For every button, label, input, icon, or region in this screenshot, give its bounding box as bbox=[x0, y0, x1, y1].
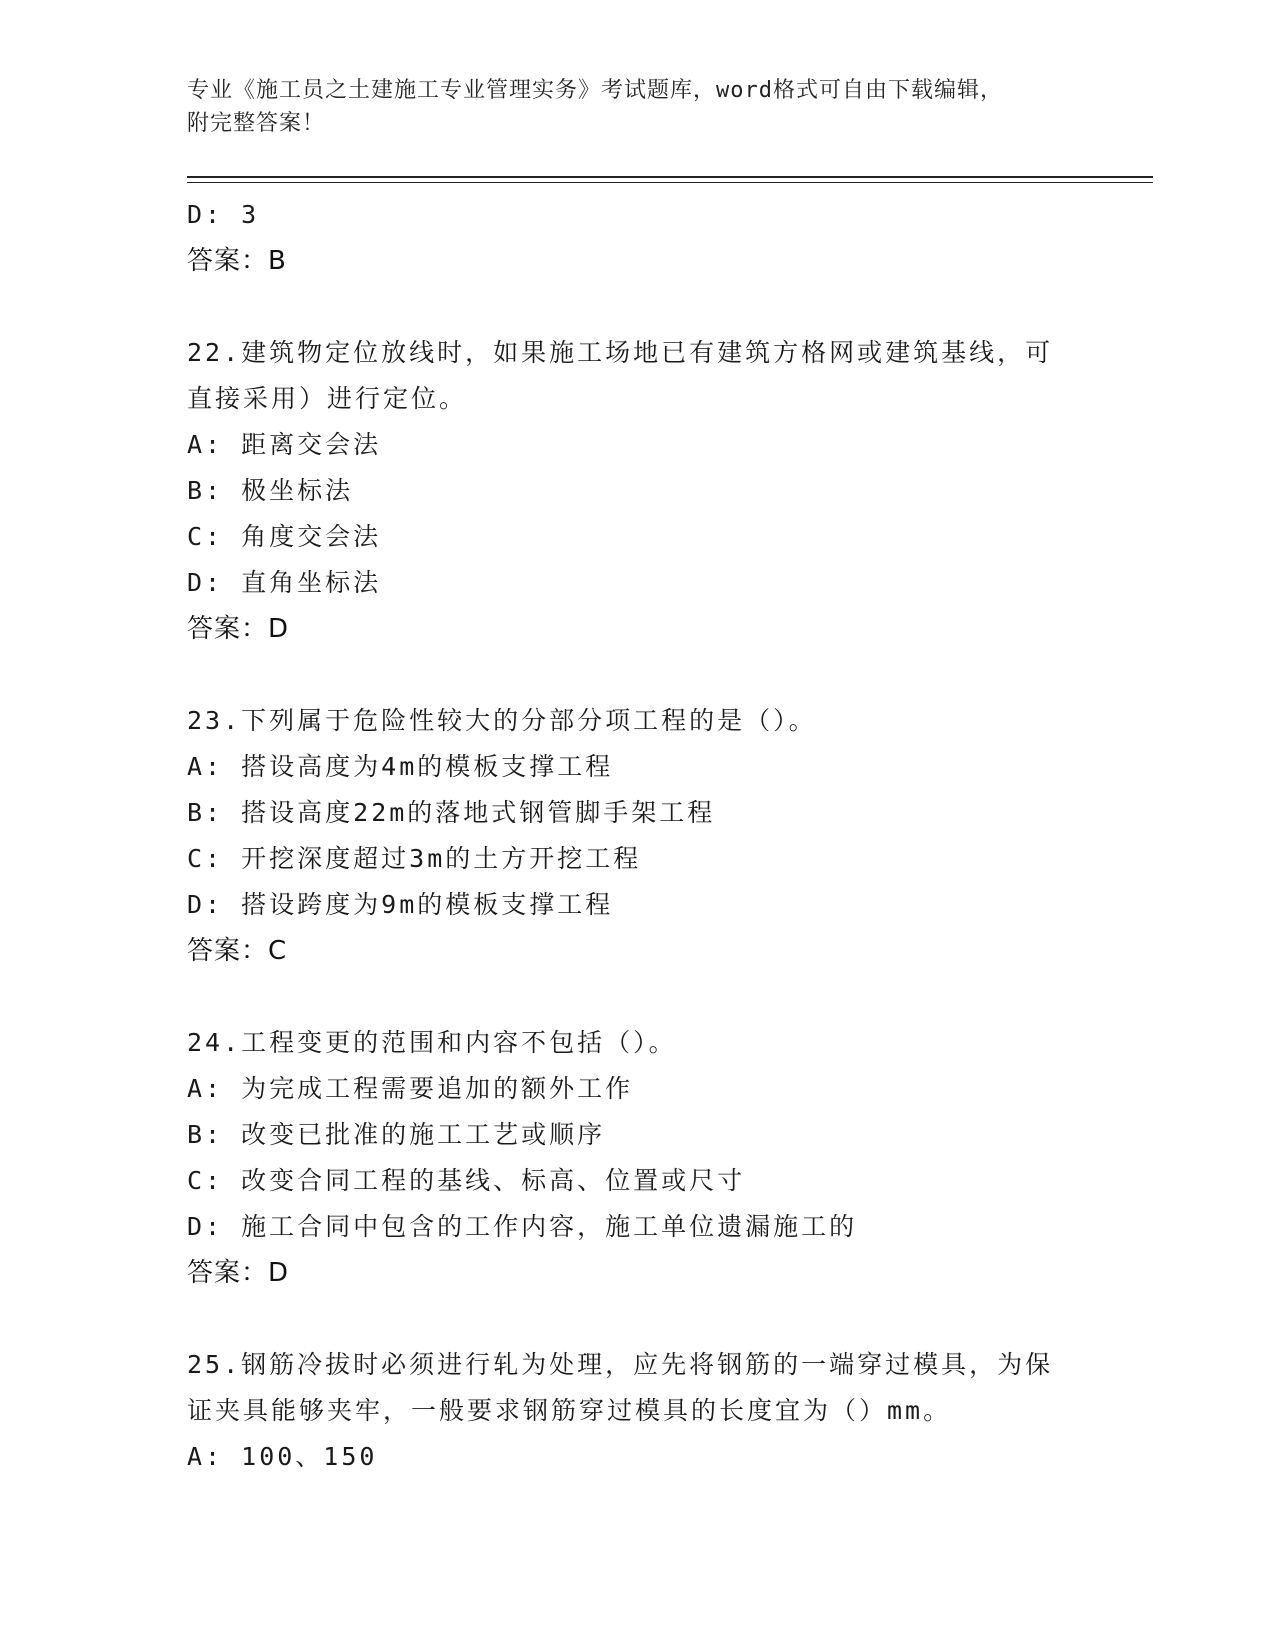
question-stem-cont: 直接采用）进行定位。 bbox=[187, 384, 468, 413]
question-content bbox=[187, 192, 1087, 1480]
question-stem-cont: 证夹具能够夹牢，一般要求钢筋穿过模具的长度宜为（）mm。 bbox=[187, 1396, 952, 1425]
option-b: B: 极坐标法 bbox=[187, 476, 354, 505]
spacer bbox=[187, 652, 1087, 698]
option-d: D: 搭设跨度为9m的模板支撑工程 bbox=[187, 890, 614, 919]
document-header bbox=[187, 74, 1087, 140]
option-d: D: 直角坐标法 bbox=[187, 568, 382, 597]
header-divider-thin bbox=[187, 182, 1153, 183]
spacer bbox=[187, 1296, 1087, 1342]
spacer bbox=[187, 284, 1087, 330]
option-d: D: 3 bbox=[187, 200, 260, 229]
question-24 bbox=[187, 1020, 1087, 1296]
option-d: D: 施工合同中包含的工作内容，施工单位遗漏施工的 bbox=[187, 1212, 858, 1241]
option-c: C: 改变合同工程的基线、标高、位置或尺寸 bbox=[187, 1166, 746, 1195]
option-a: A: 距离交会法 bbox=[187, 430, 382, 459]
question-22 bbox=[187, 330, 1087, 652]
question-stem: 25.钢筋冷拔时必须进行轧为处理，应先将钢筋的一端穿过模具，为保 bbox=[187, 1350, 1054, 1379]
option-b: B: 改变已批准的施工工艺或顺序 bbox=[187, 1120, 606, 1149]
option-b: B: 搭设高度22m的落地式钢管脚手架工程 bbox=[187, 798, 716, 827]
answer: 答案：D bbox=[187, 1258, 290, 1288]
answer: 答案：C bbox=[187, 936, 288, 966]
option-a: A: 为完成工程需要追加的额外工作 bbox=[187, 1074, 634, 1103]
question-stem: 24.工程变更的范围和内容不包括（）。 bbox=[187, 1028, 677, 1057]
header-divider-thick bbox=[187, 176, 1153, 178]
header-line-2: 附完整答案！ bbox=[187, 111, 326, 136]
spacer bbox=[187, 974, 1087, 1020]
option-c: C: 角度交会法 bbox=[187, 522, 382, 551]
option-a: A: 100、150 bbox=[187, 1442, 378, 1471]
option-c: C: 开挖深度超过3m的土方开挖工程 bbox=[187, 844, 642, 873]
answer: 答案：D bbox=[187, 614, 290, 644]
question-stem: 22.建筑物定位放线时，如果施工场地已有建筑方格网或建筑基线，可 bbox=[187, 338, 1054, 367]
question-25 bbox=[187, 1342, 1087, 1480]
question-23 bbox=[187, 698, 1087, 974]
answer: 答案：B bbox=[187, 246, 287, 276]
question-stem: 23.下列属于危险性较大的分部分项工程的是（）。 bbox=[187, 706, 817, 735]
header-line-1: 专业《施工员之土建施工专业管理实务》考试题库，word格式可自由下载编辑， bbox=[187, 78, 1003, 103]
option-a: A: 搭设高度为4m的模板支撑工程 bbox=[187, 752, 614, 781]
